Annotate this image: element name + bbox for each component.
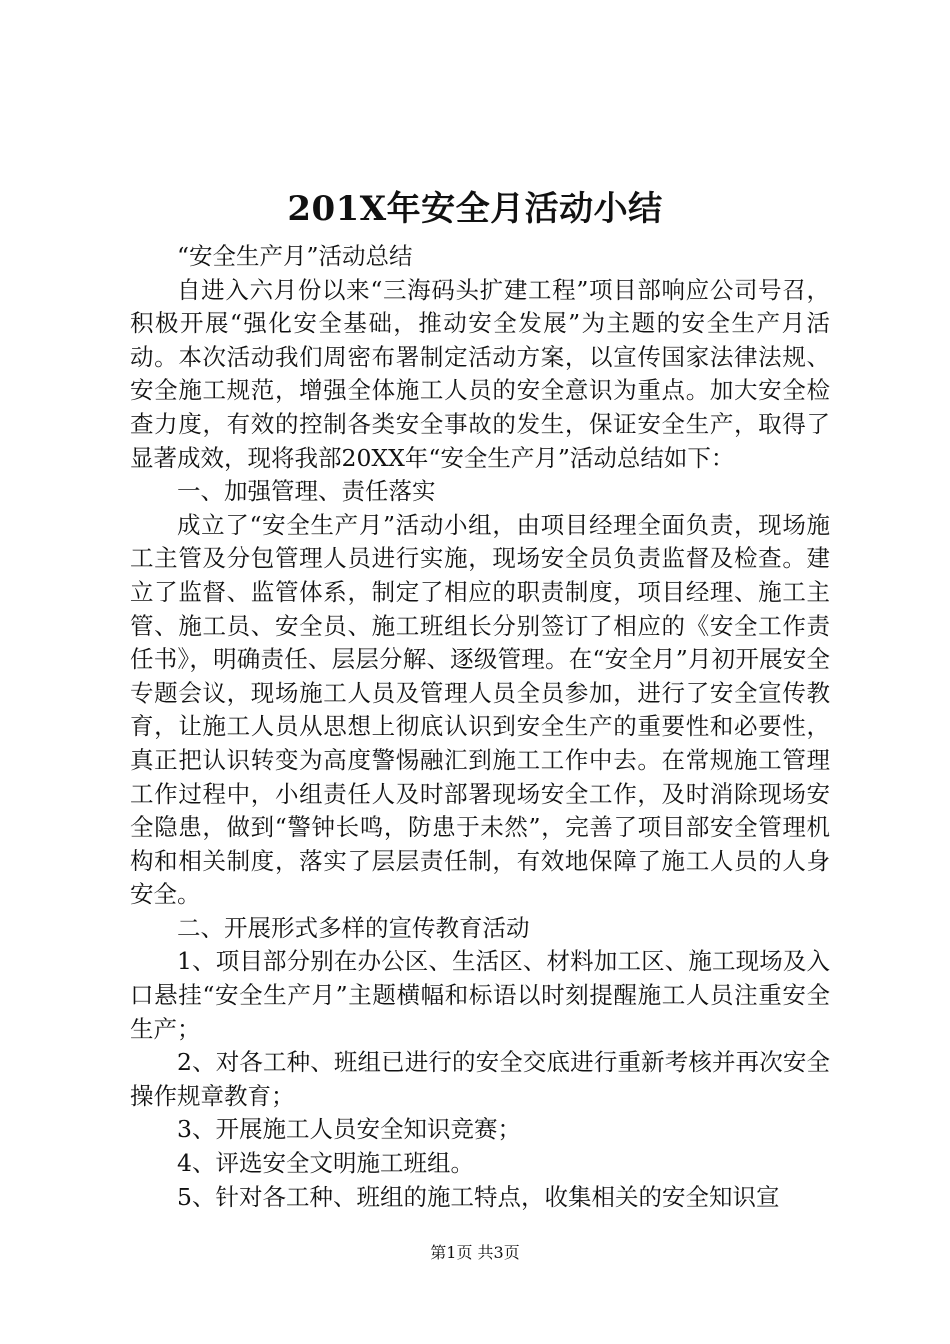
list-item-4: 4、评选安全文明施工班组。 <box>177 1149 474 1178</box>
page-number-footer: 第1页 共3页 <box>430 1243 520 1262</box>
paragraph-section-1: 成立了“安全生产月”活动小组，由项目经理全面负责，现场施工主管及分包管理人员进行实施，现场安全员负责监督及检查。建立了监督、监管体系，制定了相应的职责制度，项目经理、施工主管、施工员、安全员、施工班组长分别签订了相应的《安全工作责任书》，明确责任、层层分解、逐级管理。在“安全月”月初开展安全专题会议，现场施工人员及管理人员全员参加，进行了安全宣传教育，让施工人员从思想上彻底认识到安全生产的重要性和必要性，真正把认识转变为高度警惕融汇到施工工作中去。在常规施工管理工作过程中，小组责任人及时部署现场安全工作，及时消除现场安全隐患，做到“警钟长鸣，防患于未然”，完善了项目部安全管理机构和相关制度，落实了层层责任制，有效地保障了施工人员的人身安全。 <box>130 510 830 909</box>
document-title: 201X年安全月活动小结 <box>287 189 663 229</box>
list-item-5: 5、针对各工种、班组的施工特点，收集相关的安全知识宣 <box>177 1182 780 1211</box>
list-item-1: 1、项目部分别在办公区、生活区、材料加工区、施工现场及入口悬挂“安全生产月”主题横幅和标语以时刻提醒施工人员注重安全生产； <box>130 947 830 1043</box>
paragraph-intro: 自进入六月份以来“三海码头扩建工程”项目部响应公司号召，积极开展“强化安全基础，推动安全发展”为主题的安全生产月活动。本次活动我们周密布署制定活动方案，以宣传国家法律法规、安全施工规范，增强全体施工人员的安全意识为重点。加大安全检查力度，有效的控制各类安全事故的发生，保证安全生产，取得了显著成效，现将我部20XX年“安全生产月”活动总结如下： <box>130 275 830 472</box>
section-heading-1: 一、加强管理、责任落实 <box>177 477 436 506</box>
document-body <box>130 240 830 1214</box>
list-item-2: 2、对各工种、班组已进行的安全交底进行重新考核并再次安全操作规章教育； <box>130 1048 830 1110</box>
list-item-3: 3、开展施工人员安全知识竞赛； <box>177 1115 521 1144</box>
section-heading-2: 二、开展形式多样的宣传教育活动 <box>177 913 530 942</box>
paragraph-subtitle: “安全生产月”活动总结 <box>177 242 413 270</box>
